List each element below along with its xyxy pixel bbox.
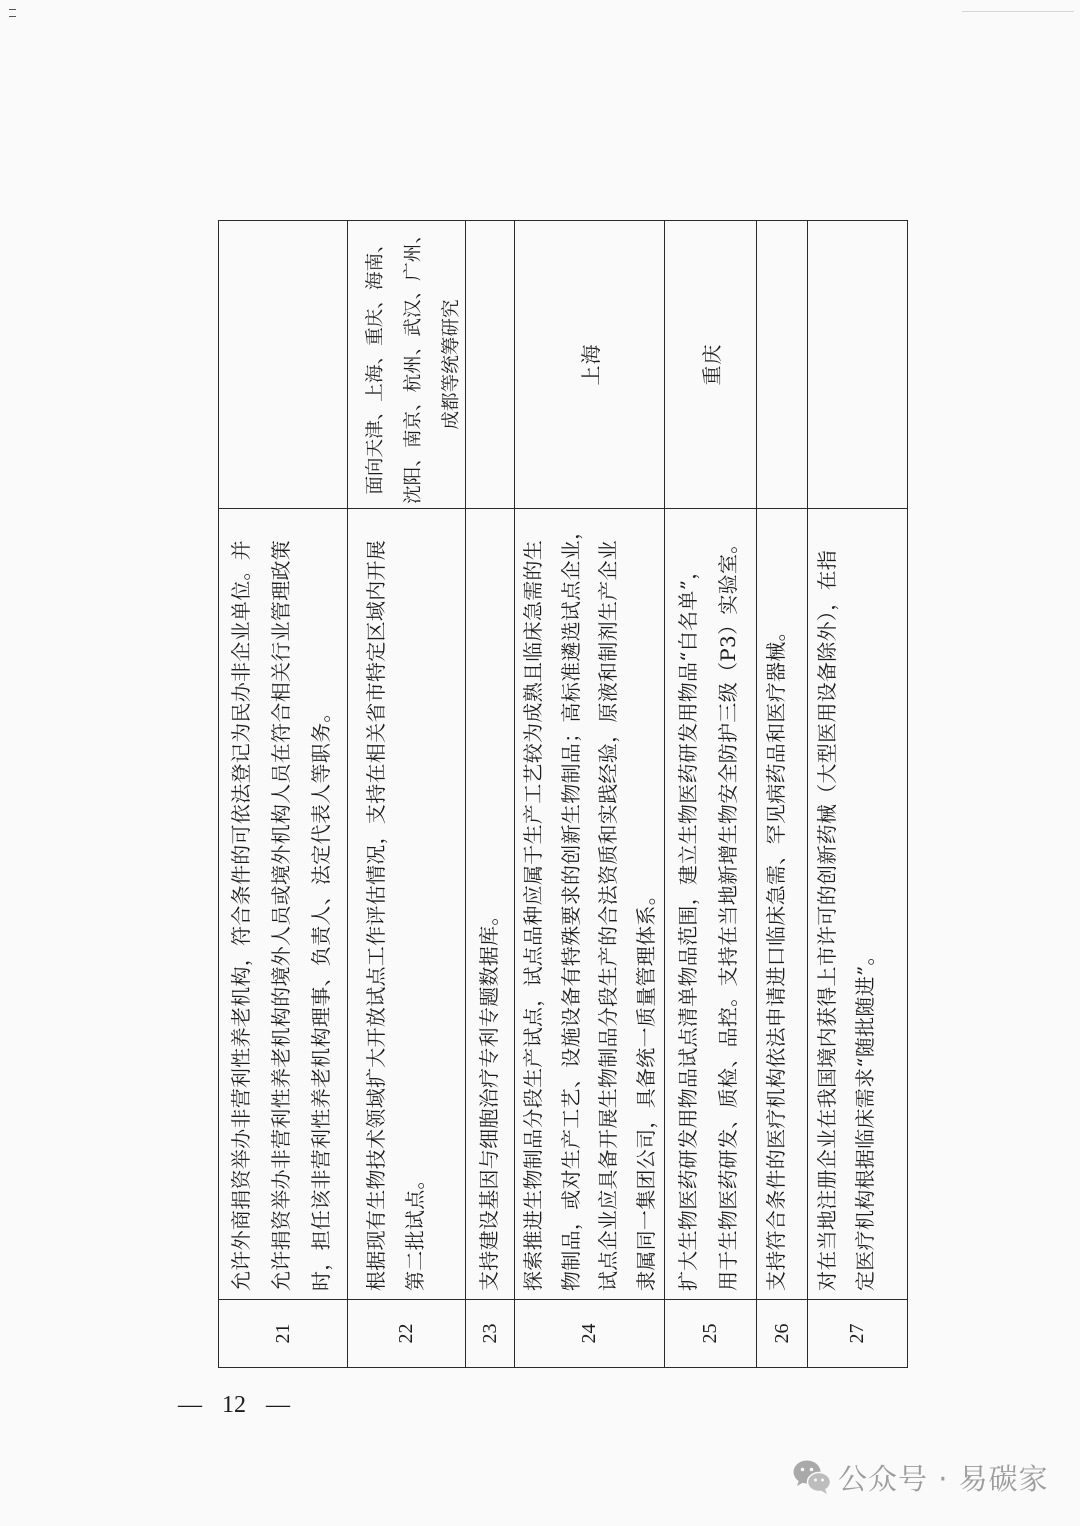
measure-line: 根据现有生物技术领域扩大开放试点工作评估情况，支持在相关省市特定区域内开展	[364, 539, 388, 1291]
row-number: 23	[478, 1323, 501, 1344]
row-number-cell	[665, 1300, 756, 1367]
table-row	[514, 221, 664, 1367]
measure-line: 时，担任该非营利性养老机构理事、负责人、法定代表人等职务。	[309, 702, 333, 1291]
row-number-cell	[515, 1300, 664, 1367]
measure-line: 扩大生物医药研发用物品试点清单物品范围，建立生物医药研发用物品“白名单”，	[676, 559, 700, 1291]
region-cell	[665, 221, 756, 509]
measure-cell	[515, 509, 664, 1300]
row-number-cell	[808, 1300, 907, 1367]
measure-line: 试点企业应具备开展生物制品分段生产的合法资质和实践经验，原液和制剂生产企业	[596, 539, 620, 1291]
table-row	[219, 221, 347, 1367]
page-number-dash-right: —	[266, 1392, 290, 1418]
watermark-label: 公众号 · 易碳家	[838, 1461, 1049, 1496]
measure-cell	[219, 509, 347, 1300]
region-line: 面向天津、上海、重庆、海南、	[365, 234, 386, 495]
row-number: 22	[395, 1323, 417, 1344]
region-cell	[757, 221, 807, 509]
measure-cell	[466, 509, 514, 1300]
row-number: 24	[578, 1323, 600, 1344]
measure-line: 支持符合条件的医疗机构依法申请进口临床急需、罕见病药品和医疗器械。	[764, 621, 788, 1291]
row-number: 21	[271, 1323, 294, 1344]
measure-line: 支持建设基因与细胞治疗专利专题数据库。	[477, 905, 501, 1291]
row-number: 25	[699, 1323, 721, 1344]
region-cell	[466, 221, 514, 509]
measure-line: 探索推进生物制品分段生产试点，试点品种应属于生产工艺较为成熟且临床急需的生	[521, 539, 545, 1291]
table-row	[756, 221, 807, 1367]
wechat-icon	[792, 1458, 832, 1496]
measure-line: 第二批试点。	[403, 1169, 427, 1291]
measure-cell	[665, 509, 756, 1300]
region-cell	[219, 221, 347, 509]
row-number: 26	[770, 1323, 793, 1344]
region-line: 成都等统筹研究	[441, 299, 462, 430]
region-line: 沈阳、南京、杭州、武汉、广州、	[403, 225, 424, 504]
region-label: 上海	[579, 343, 603, 386]
row-number: 27	[846, 1323, 868, 1344]
page-number-value: 12	[222, 1392, 246, 1418]
region-cell	[348, 221, 465, 509]
table-row	[347, 221, 465, 1367]
measure-line: 允许捐资举办非营利性养老机构的境外人员或境外机构人员在符合相关行业管理政策	[269, 539, 293, 1291]
scan-artifact-line	[962, 11, 1074, 12]
page-number-dash-left: —	[178, 1392, 202, 1418]
measure-cell	[757, 509, 807, 1300]
row-number-cell	[348, 1300, 465, 1367]
measure-line: 隶属同一集团公司，具备统一质量管理体系。	[633, 885, 658, 1291]
page-number	[178, 1390, 290, 1420]
table-row	[807, 221, 907, 1367]
measure-line: 允许外商捐资举办非营利性养老机构，符合条件的可依法登记为民办非企业单位。并	[229, 539, 253, 1291]
measure-line: 定医疗机构根据临床需求“随批随进”。	[853, 945, 877, 1291]
table-row	[664, 221, 756, 1367]
measure-line: 对在当地注册企业在我国境内获得上市许可的创新药械（大型医用设备除外），在指	[815, 549, 839, 1291]
region-cell	[515, 221, 664, 509]
measure-line: 物制品，或对生产工艺、设施设备有特殊要求的创新生物制品；高标准遴选试点企业，	[558, 519, 583, 1291]
table-row	[465, 221, 514, 1367]
region-cell	[808, 221, 907, 509]
row-number-cell	[757, 1300, 807, 1367]
policy-table	[218, 220, 908, 1368]
region-label: 重庆	[700, 343, 724, 386]
row-number-cell	[466, 1300, 514, 1367]
row-number-cell	[219, 1300, 347, 1367]
measure-cell	[348, 509, 465, 1300]
watermark	[792, 1457, 1049, 1497]
measure-line: 用于生物医药研发、质检、品控。支持在当地新增生物安全防护三级（P3）实验室。	[716, 533, 740, 1291]
measure-cell	[808, 509, 907, 1300]
scan-artifact-mark	[9, 9, 16, 17]
